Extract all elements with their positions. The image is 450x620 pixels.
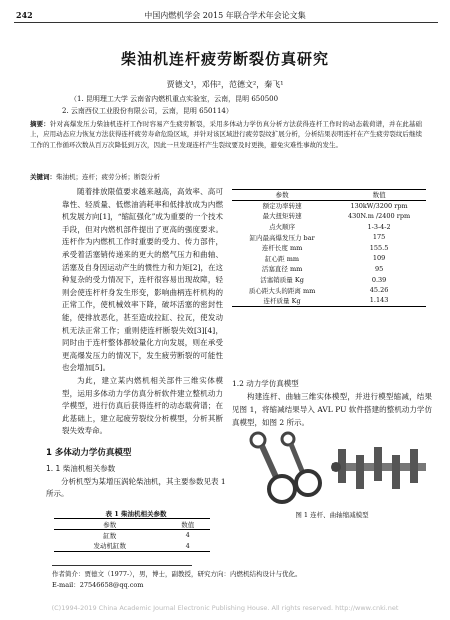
table-cell: 0.39	[371, 275, 387, 284]
abstract-text: 针对高爆发压力柴油机连杆工作时容易产生疲劳断裂，采用多体动力学仿真分析方法获得连杆工作时的动态载荷谱，并在此基础上，应用动态应力恢复方法获得连杆疲劳寿命危险区域，并针对该区域进行疲劳裂纹扩展分析，分析结果表明连杆在产生疲劳裂纹后继续工作的工作循环次数从百万次降低到万次，因此一旦发现连杆产生裂纹要及时更换，避免灾难性事故的发生。	[30, 120, 423, 149]
connecting-rod-1	[251, 433, 295, 502]
intro-paragraph-1: 随着排放限值要求越来越高，高效率、高可靠性、轻质量、低燃油消耗率和低排放成为内燃机发展方向[1]，“缩缸强化”成为重要的一个技术手段，但对内燃机部件提出了更高的强度要求。连杆作为内燃机工作时重要的受力、传力部件，承受着活塞销传递来的更大的燃气压力和曲轴、活塞及自身因运动产生的惯性力和力矩[2]，在这种复杂的受力情况下，连杆很容易出现故障，轻则会使连杆杆身发生形变，影响曲柄连杆机构的正常工作，使机械效率下降，破坏活塞的密封性能，使排放恶化，甚至造成拉缸、拉瓦，使发动机无法正常工作；重则使连杆断裂失效[3][4]，同时由于连杆整体都较量化方向发展，则在承受更高爆发压力的情况下，发生疲劳断裂的可能性也会增加[5]。	[62, 187, 223, 373]
crankshaft	[331, 447, 426, 489]
copyright-footer: (C)1994-2019 China Academic Journal Electronic Publishing House. All rights reserved. http://www.cnki.net	[51, 604, 399, 612]
connecting-rod-crankshaft-figure	[240, 427, 430, 507]
table-row	[232, 285, 426, 296]
table-cell: 活塞直径 mm	[261, 265, 303, 274]
author-footnote: 作者简介：贾德文（1977-），男，博士，副教授，研究方向：内燃机结构设计与优化。	[52, 570, 302, 578]
section-1-2-text: 构建连杆、曲轴三维实体模型，并进行模型缩减，结果见图 1，将缩减结果导入 AVL PU 软件搭建的整机动力学仿真模型，如图 2 所示。	[232, 392, 432, 427]
table-cell: 质心距大头的距离 mm	[248, 286, 316, 295]
table-cell: 连杆质量 Kg	[263, 296, 301, 305]
affiliation-2: 2. 云南西仪工业股份有限公司，云南，昆明 650114）	[62, 107, 233, 115]
table-2-header: 参数	[275, 191, 289, 200]
table-row	[232, 274, 426, 285]
table-row	[232, 232, 426, 243]
table-cell: 109	[372, 254, 386, 263]
intro-column	[62, 186, 223, 438]
table-cell: 130kW/3200 rpm	[350, 201, 408, 210]
table-cell: 缸心距 mm	[265, 254, 300, 263]
table-row	[232, 253, 426, 264]
table-cell: 175	[372, 233, 386, 242]
table-cell: 发动机缸数	[93, 542, 126, 551]
figure-1-caption: 图 1 连杆、曲轴缩减模型	[295, 511, 369, 519]
paper-title: 柴油机连杆疲劳断裂仿真研究	[120, 50, 329, 68]
table-cell: 缸数	[103, 531, 117, 540]
table-1-header-row	[54, 519, 210, 530]
table-row	[54, 530, 210, 541]
table-row	[232, 264, 426, 275]
table-cell: 点火顺序	[269, 223, 296, 232]
table-cell: 1.143	[369, 296, 389, 305]
table-row	[232, 221, 426, 232]
table-1-header: 参数	[103, 520, 117, 529]
table-row	[232, 295, 426, 306]
email-footnote: E-mail：27546658@qq.com	[52, 581, 144, 589]
section-1-1-text: 分析机型为某增压涡轮柴油机，其主要参数见表 1 所示。	[46, 477, 226, 498]
keywords-text: 柴油机；连杆；疲劳分析；断裂分析	[56, 173, 160, 181]
authors: 贾德文¹，邓伟²，范德文²，秦飞¹	[166, 80, 284, 89]
table-cell: 最大扭矩转速	[262, 212, 302, 221]
table-1-continued	[232, 189, 426, 307]
table-cell: 45.26	[369, 286, 389, 295]
keywords	[30, 172, 422, 181]
table-cell: 活塞销质量 Kg	[260, 276, 304, 285]
table-cell: 155.5	[369, 243, 389, 252]
table-row	[232, 242, 426, 253]
section-1-heading: 1 多体动力学仿真模型	[46, 448, 132, 458]
abstract	[30, 119, 422, 150]
intro-paragraph-2: 为此，建立某内燃机相关部件三维实体模型，运用多体动力学仿真分析软件建立整机动力学模型，进行仿真后获得连杆的动态载荷谱；在此基础上，建立起疲劳裂纹分析模型，分析其断裂失效寿命。	[62, 375, 223, 436]
section-1-2-heading: 1.2 动力学仿真模型	[232, 379, 299, 388]
header-rule	[14, 22, 438, 23]
table-2-header: 数值	[372, 191, 386, 200]
affiliation-1: （1. 昆明理工大学 云南省内燃机重点实验室，云南，昆明 650500	[70, 95, 279, 103]
table-row	[54, 541, 210, 552]
table-cell: 1-3-4-2	[367, 222, 391, 231]
table-2-header-row	[232, 190, 426, 201]
abstract-label: 摘要：	[30, 120, 50, 128]
footnote-rule	[52, 565, 192, 566]
table-1-header: 数值	[181, 520, 195, 529]
table-row	[232, 200, 426, 211]
connecting-rod-2	[282, 433, 320, 495]
section-1-1-heading: 1. 1 柴油机相关参数	[46, 464, 116, 473]
table-cell: 430N.m /2400 rpm	[347, 211, 411, 220]
page-number: 242	[16, 10, 33, 20]
journal-header: 中国内燃机学会 2015 年联合学术年会论文集	[144, 11, 306, 20]
table-cell: 4	[185, 531, 190, 540]
keywords-label: 关键词：	[30, 173, 56, 181]
table-cell: 95	[374, 264, 384, 273]
table-1-caption: 表 1 柴油机相关参数	[105, 510, 167, 518]
table-cell: 连杆长度 mm	[261, 244, 303, 253]
table-cell: 4	[185, 541, 190, 550]
table-1	[54, 518, 210, 552]
table-row	[232, 211, 426, 222]
table-cell: 额定功率转速	[262, 202, 302, 211]
table-cell: 缸内最高爆发压力 bar	[249, 233, 315, 242]
